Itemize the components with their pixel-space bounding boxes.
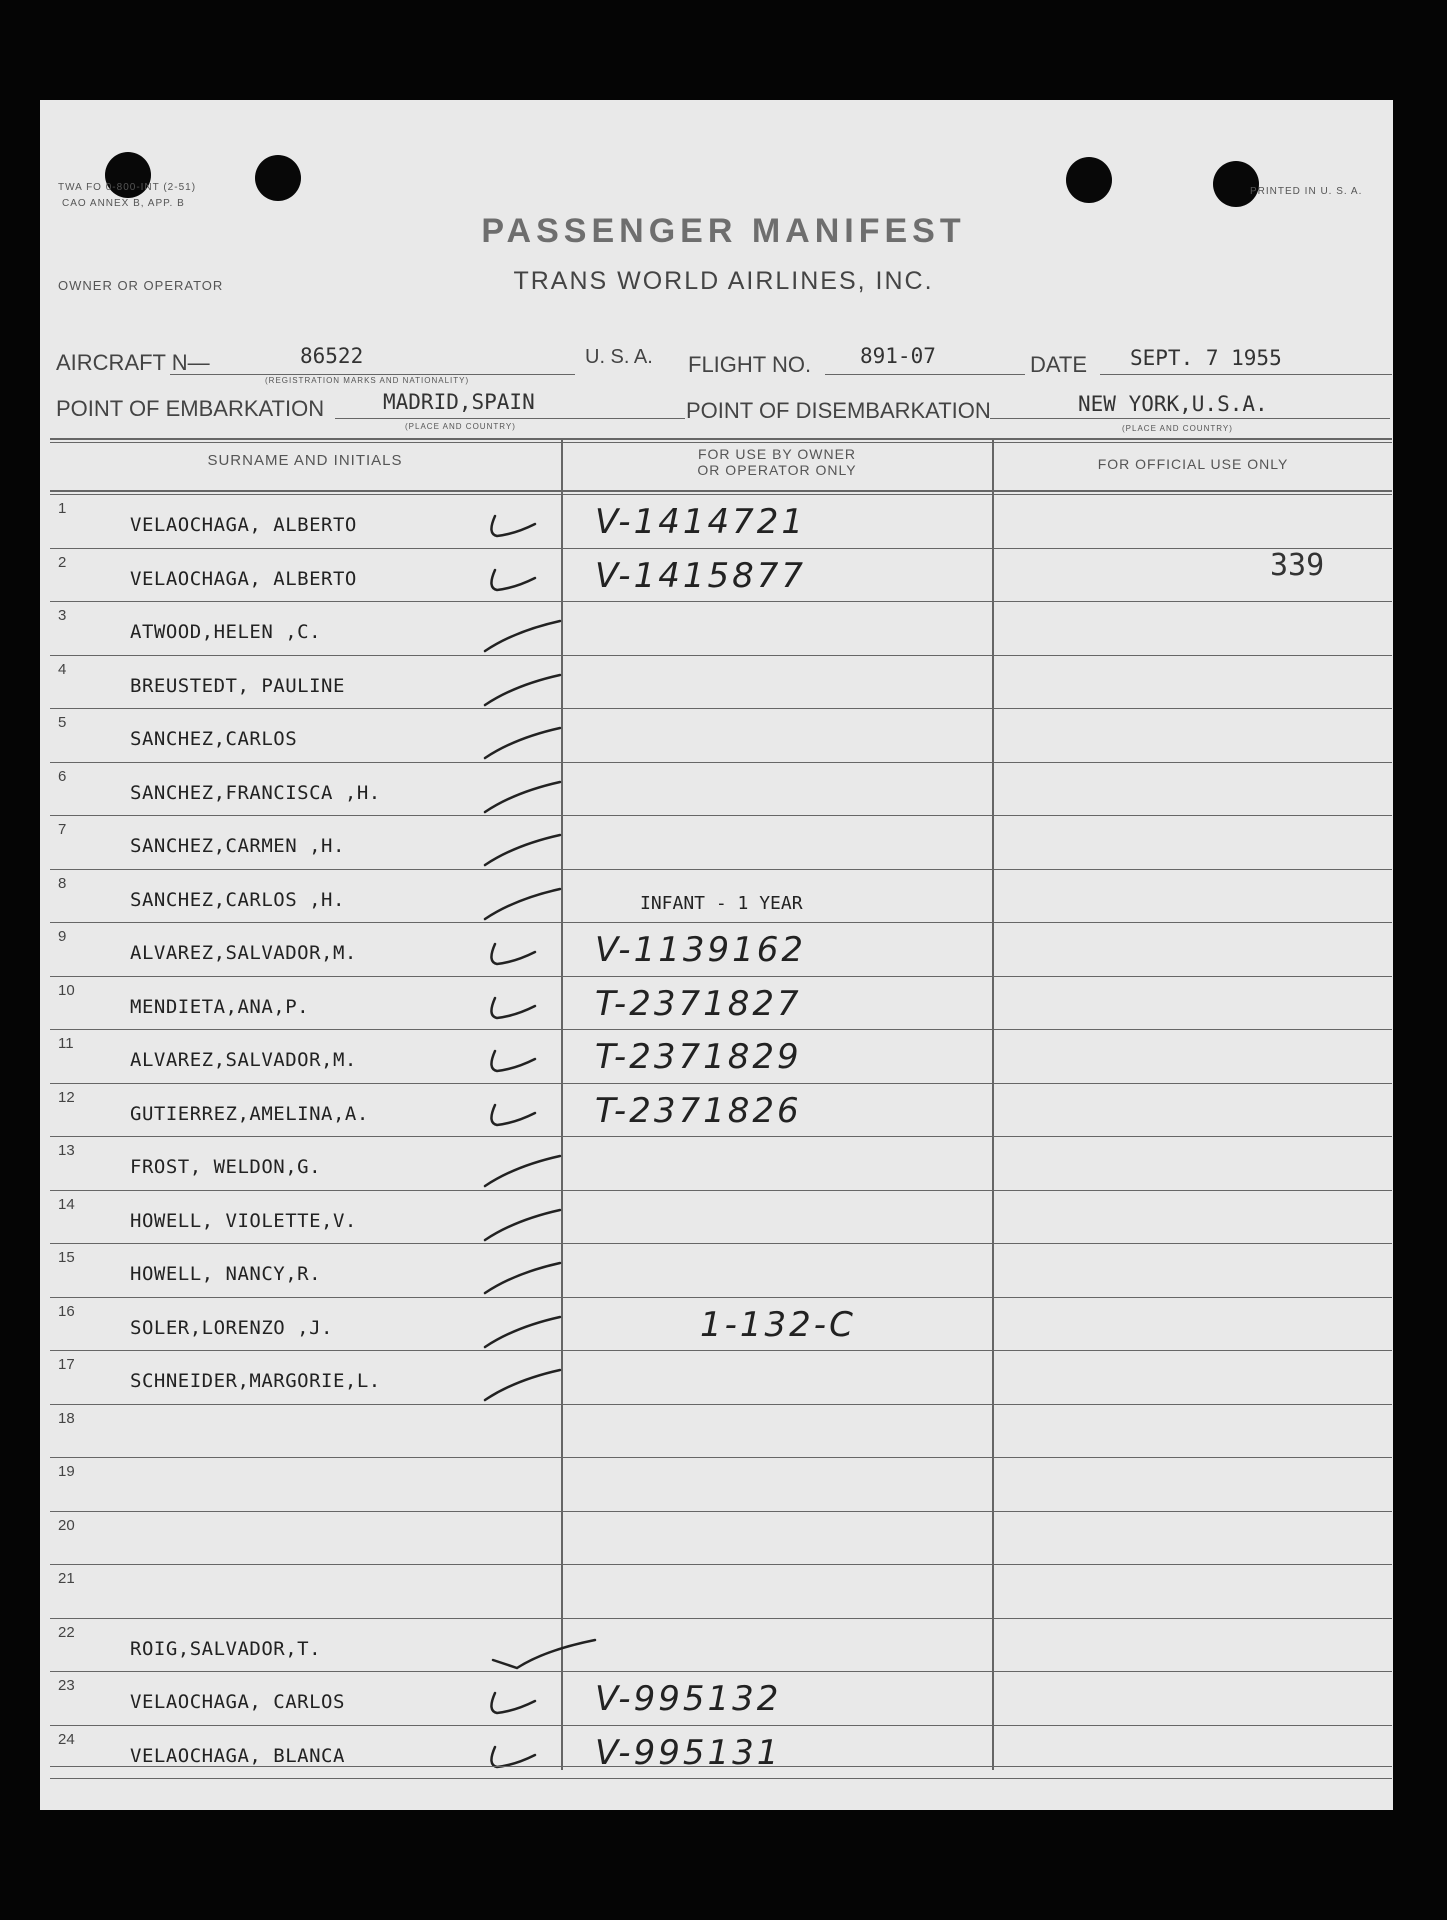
passenger-name: VELAOCHAGA, CARLOS bbox=[130, 1691, 345, 1713]
check-mark bbox=[475, 817, 655, 870]
table-row bbox=[50, 1192, 1392, 1246]
check-mark bbox=[475, 978, 655, 1031]
passenger-name: VELAOCHAGA, ALBERTO bbox=[130, 514, 357, 536]
table-row bbox=[50, 1673, 1392, 1727]
ticket-number: V-995132 bbox=[595, 1679, 782, 1719]
row-rule bbox=[50, 655, 1392, 656]
passenger-name: ALVAREZ,SALVADOR,M. bbox=[130, 1049, 357, 1071]
ticket-number: V-995131 bbox=[595, 1732, 782, 1773]
table-row bbox=[50, 1459, 1392, 1513]
check-mark bbox=[475, 1352, 655, 1405]
passenger-name: VELAOCHAGA, BLANCA bbox=[130, 1744, 345, 1767]
table-row bbox=[50, 1138, 1392, 1192]
passenger-name: MENDIETA,ANA,P. bbox=[130, 995, 310, 1018]
row-number: 15 bbox=[58, 1249, 75, 1266]
row-number: 22 bbox=[58, 1623, 75, 1641]
check-mark bbox=[475, 1192, 655, 1245]
official-use-value: 339 bbox=[1270, 547, 1325, 583]
row-number: 13 bbox=[58, 1142, 75, 1159]
table-row bbox=[50, 978, 1392, 1032]
row-number: 16 bbox=[58, 1302, 75, 1320]
check-mark bbox=[475, 496, 655, 549]
check-mark bbox=[475, 1245, 655, 1298]
col-owner-header-2: OR OPERATOR ONLY bbox=[697, 462, 857, 478]
row-number: 17 bbox=[58, 1356, 75, 1373]
check-mark bbox=[475, 871, 655, 924]
table-row bbox=[50, 817, 1392, 871]
table-row bbox=[50, 1566, 1392, 1620]
check-mark bbox=[475, 1085, 655, 1138]
disembarkation-value: NEW YORK,U.S.A. bbox=[1078, 392, 1268, 416]
row-rule bbox=[50, 601, 1392, 602]
row-rule bbox=[50, 1511, 1392, 1512]
row-number: 8 bbox=[58, 874, 67, 892]
row-rule bbox=[50, 869, 1392, 870]
row-rule bbox=[50, 1350, 1392, 1351]
table-row bbox=[50, 1299, 1392, 1353]
aircraft-caption: (REGISTRATION MARKS AND NATIONALITY) bbox=[265, 376, 470, 385]
date-value: SEPT. 7 1955 bbox=[1130, 346, 1282, 370]
owner-operator-label: OWNER OR OPERATOR bbox=[58, 278, 224, 293]
row-rule bbox=[50, 976, 1392, 977]
check-mark bbox=[475, 710, 655, 763]
passenger-name: SANCHEZ,CARLOS bbox=[130, 728, 298, 750]
punch-hole bbox=[1213, 161, 1259, 207]
col-surname-header: SURNAME AND INITIALS bbox=[207, 452, 403, 469]
check-mark bbox=[475, 764, 655, 817]
ticket-number: V-1139162 bbox=[595, 930, 806, 970]
row-number: 9 bbox=[58, 928, 67, 945]
row-rule bbox=[50, 815, 1392, 816]
passenger-name: HOWELL, NANCY,R. bbox=[130, 1263, 322, 1285]
row-number: 24 bbox=[58, 1730, 75, 1748]
table-row bbox=[50, 547, 1392, 604]
passenger-name: SOLER,LORENZO ,J. bbox=[130, 1316, 333, 1339]
row-number: 21 bbox=[58, 1570, 75, 1587]
row-number: 11 bbox=[58, 1035, 74, 1052]
check-mark bbox=[475, 657, 655, 710]
ticket-number: T-2371829 bbox=[595, 1037, 802, 1077]
passenger-name: FROST, WELDON,G. bbox=[130, 1156, 322, 1178]
airline-name: TRANS WORLD AIRLINES, INC. bbox=[513, 267, 934, 295]
row-rule bbox=[50, 1457, 1392, 1458]
table-row bbox=[50, 1085, 1392, 1139]
row-number: 12 bbox=[58, 1088, 75, 1106]
passenger-name: ATWOOD,HELEN ,C. bbox=[130, 621, 322, 643]
passenger-name: VELAOCHAGA, ALBERTO bbox=[130, 567, 357, 590]
row-rule bbox=[50, 1404, 1392, 1405]
passenger-name: SANCHEZ,CARMEN ,H. bbox=[130, 835, 345, 857]
row-rule bbox=[50, 1083, 1392, 1084]
check-mark bbox=[475, 1727, 655, 1780]
row-rule bbox=[50, 708, 1392, 709]
table-row bbox=[50, 1245, 1392, 1299]
row-rule bbox=[50, 1778, 1392, 1779]
passenger-name: BREUSTEDT, PAULINE bbox=[130, 674, 345, 697]
row-rule bbox=[50, 1297, 1392, 1298]
row-number: 19 bbox=[58, 1463, 75, 1480]
check-mark bbox=[475, 1031, 655, 1084]
ticket-number: INFANT - 1 YEAR bbox=[640, 892, 803, 914]
row-number: 10 bbox=[58, 981, 75, 999]
row-number: 2 bbox=[58, 553, 67, 571]
passenger-name: ALVAREZ,SALVADOR,M. bbox=[130, 942, 357, 964]
flight-label: FLIGHT NO. bbox=[688, 352, 812, 377]
row-number: 3 bbox=[58, 607, 67, 624]
disembark-place-caption: (PLACE AND COUNTRY) bbox=[1122, 424, 1233, 433]
col-owner-header-1: FOR USE BY OWNER bbox=[697, 446, 857, 462]
passenger-name: ROIG,SALVADOR,T. bbox=[130, 1637, 322, 1660]
punch-hole bbox=[1066, 157, 1112, 203]
check-mark bbox=[475, 550, 655, 603]
row-rule bbox=[50, 922, 1392, 923]
passenger-name: HOWELL, VIOLETTE,V. bbox=[130, 1209, 357, 1232]
disembarkation-label: POINT OF DISEMBARKATION bbox=[686, 398, 991, 423]
embarkation-label: POINT OF EMBARKATION bbox=[56, 396, 325, 421]
table-row bbox=[50, 496, 1392, 550]
row-number: 18 bbox=[58, 1409, 75, 1427]
table-top-rule bbox=[50, 438, 1392, 440]
passenger-name: SANCHEZ,FRANCISCA ,H. bbox=[130, 781, 381, 804]
col-official-header: FOR OFFICIAL USE ONLY bbox=[1097, 456, 1289, 472]
row-rule bbox=[50, 762, 1392, 763]
table-row bbox=[50, 871, 1392, 925]
row-number: 1 bbox=[58, 500, 67, 517]
passenger-name: SANCHEZ,CARLOS ,H. bbox=[130, 888, 345, 911]
table-row bbox=[50, 1513, 1392, 1567]
table-row bbox=[50, 1352, 1392, 1406]
check-mark bbox=[475, 1673, 655, 1726]
row-number: 6 bbox=[58, 767, 67, 785]
row-rule bbox=[50, 1618, 1392, 1619]
row-rule bbox=[50, 548, 1392, 549]
row-rule bbox=[50, 1564, 1392, 1565]
check-mark bbox=[475, 1138, 655, 1191]
check-mark bbox=[475, 603, 655, 656]
row-number: 14 bbox=[58, 1195, 75, 1213]
row-rule bbox=[50, 1671, 1392, 1672]
check-mark bbox=[475, 1620, 655, 1673]
row-rule bbox=[50, 1136, 1392, 1137]
form-number: TWA FO 0-800-INT (2-51) bbox=[58, 182, 197, 193]
row-rule bbox=[50, 1190, 1392, 1191]
table-row bbox=[50, 710, 1392, 764]
page-title: PASSENGER MANIFEST bbox=[481, 212, 966, 250]
aircraft-label: AIRCRAFT N— bbox=[56, 350, 210, 375]
row-number: 4 bbox=[58, 660, 67, 678]
row-number: 23 bbox=[58, 1677, 75, 1694]
punch-hole bbox=[255, 155, 301, 201]
usa-label: U. S. A. bbox=[585, 346, 653, 368]
ticket-number: 1-132-C bbox=[700, 1304, 856, 1345]
table-row bbox=[50, 924, 1392, 978]
printed-note: PRINTED IN U. S. A. bbox=[1250, 186, 1363, 197]
row-rule bbox=[50, 1725, 1392, 1726]
aircraft-value: 86522 bbox=[300, 344, 364, 368]
table-row bbox=[50, 603, 1392, 657]
form-annex: CAO ANNEX B, APP. B bbox=[62, 198, 185, 209]
check-mark bbox=[475, 924, 655, 977]
row-number: 7 bbox=[58, 821, 67, 838]
date-label: DATE bbox=[1030, 352, 1088, 377]
ticket-number: V-1415877 bbox=[595, 555, 806, 596]
embarkation-value: MADRID,SPAIN bbox=[383, 390, 535, 414]
embark-place-caption: (PLACE AND COUNTRY) bbox=[405, 422, 516, 431]
flight-value: 891-07 bbox=[860, 344, 936, 368]
table-row bbox=[50, 1406, 1392, 1460]
ticket-number: T-2371827 bbox=[595, 983, 802, 1024]
check-mark bbox=[475, 1299, 655, 1352]
ticket-number: V-1414721 bbox=[595, 502, 806, 542]
table-row bbox=[50, 657, 1392, 711]
row-number: 20 bbox=[58, 1516, 75, 1534]
row-rule bbox=[50, 1243, 1392, 1244]
table-row bbox=[50, 1031, 1392, 1085]
row-rule bbox=[50, 1029, 1392, 1030]
passenger-name: SCHNEIDER,MARGORIE,L. bbox=[130, 1370, 381, 1392]
table-row bbox=[50, 1727, 1392, 1781]
table-row bbox=[50, 764, 1392, 818]
passenger-name: GUTIERREZ,AMELINA,A. bbox=[130, 1102, 369, 1125]
table-row bbox=[50, 1620, 1392, 1674]
ticket-number: T-2371826 bbox=[595, 1090, 802, 1131]
row-number: 5 bbox=[58, 714, 67, 731]
